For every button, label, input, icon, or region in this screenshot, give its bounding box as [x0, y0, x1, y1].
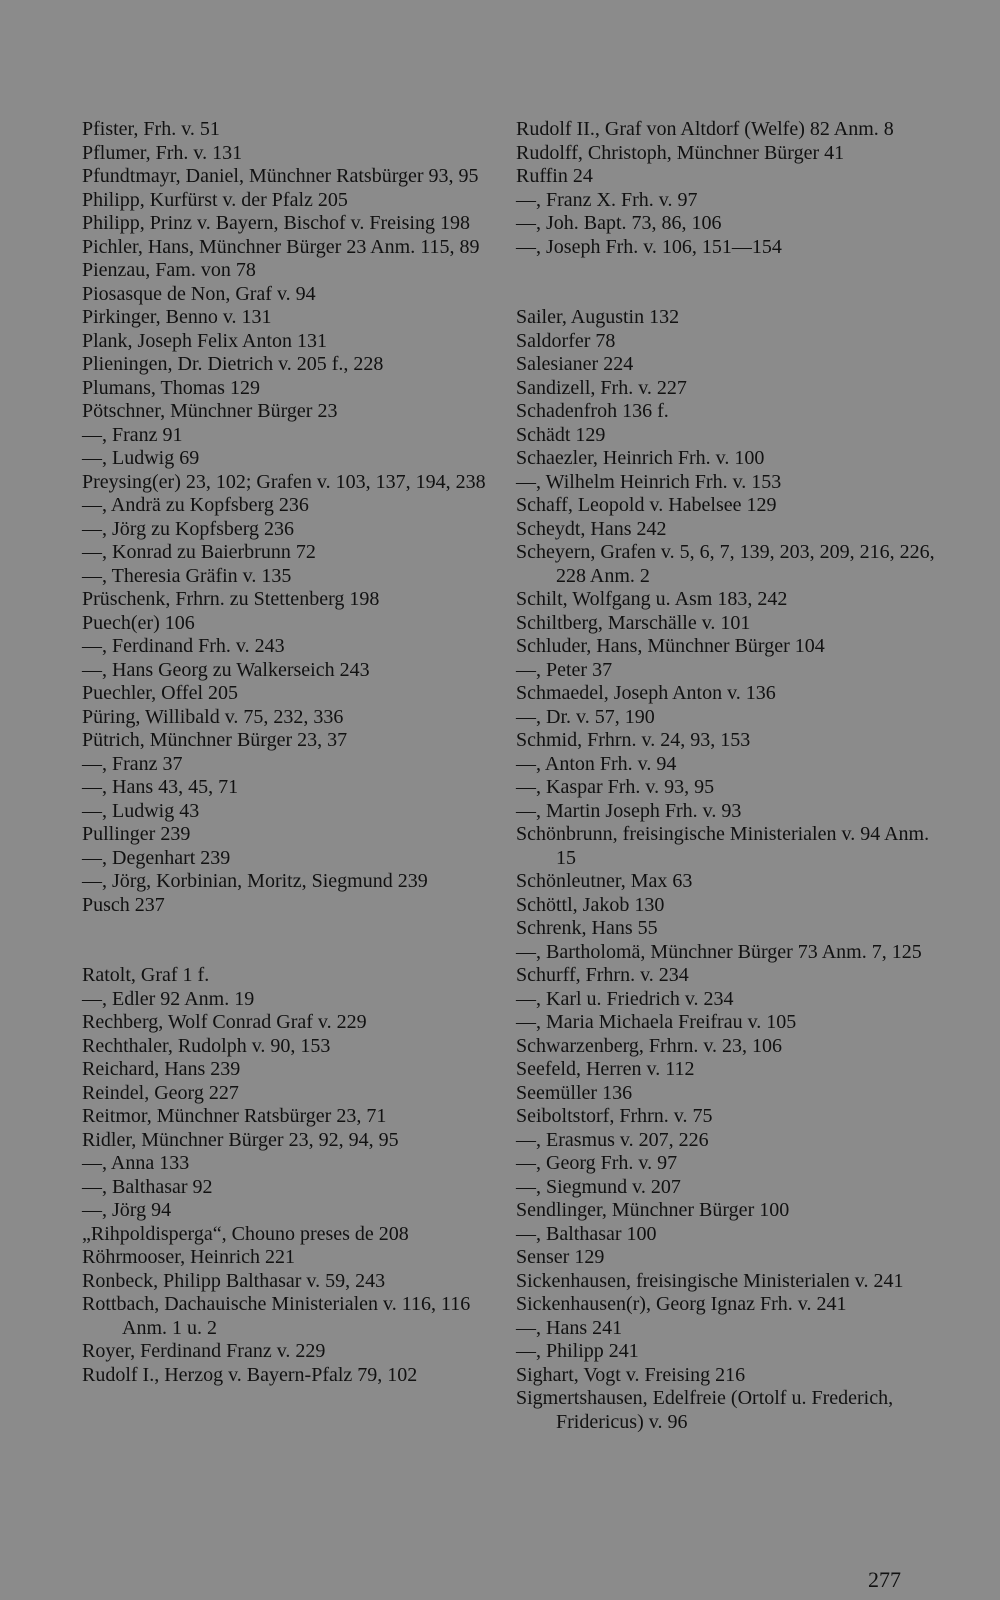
index-entry: Scheydt, Hans 242	[516, 517, 667, 540]
index-entry: Seemüller 136	[516, 1081, 633, 1104]
index-entry: Sigmertshausen, Edelfreie (Ortolf u. Frederich, Fridericus) v. 96	[516, 1387, 894, 1433]
index-entry: Reichard, Hans 239	[82, 1058, 241, 1080]
index-entry: Schädt 129	[516, 423, 606, 446]
index-entry: —, Jörg zu Kopfsberg 236	[82, 517, 295, 540]
index-entry: Schluder, Hans, Münchner Bürger 104	[516, 635, 825, 657]
index-entry: —, Ferdinand Frh. v. 243	[82, 635, 285, 657]
index-entry: „Rihpoldisperga“, Chouno preses de 208	[82, 1222, 409, 1245]
index-entry: Philipp, Kurfürst v. der Pfalz 205	[82, 188, 348, 211]
index-entry: —, Jörg, Korbinian, Moritz, Siegmund 239	[82, 870, 428, 892]
index-entry: —, Balthasar 92	[82, 1175, 213, 1198]
index-entry: Seefeld, Herren v. 112	[516, 1058, 695, 1080]
index-entry: Puechler, Offel 205	[82, 682, 239, 704]
index-entry: Schadenfroh 136 f.	[516, 400, 669, 422]
index-entry: —, Hans 241	[516, 1316, 623, 1339]
index-entry: —, Joh. Bapt. 73, 86, 106	[516, 212, 722, 234]
index-entry: —, Bartholomä, Münchner Bürger 73 Anm. 7, 125	[516, 940, 922, 963]
index-entry: —, Joseph Frh. v. 106, 151—154	[516, 235, 782, 258]
index-entry: Ronbeck, Philipp Balthasar v. 59, 243	[82, 1269, 386, 1292]
index-entry: Schurff, Frhrn. v. 234	[516, 964, 689, 986]
index-entry: Royer, Ferdinand Franz v. 229	[82, 1340, 326, 1362]
index-entry: Schaff, Leopold v. Habelsee 129	[516, 494, 777, 516]
index-entry: Schöttl, Jakob 130	[516, 893, 665, 916]
index-entry: —, Franz 37	[82, 752, 183, 775]
index-entry: —, Ludwig 43	[82, 799, 200, 822]
index-entry: Pötschner, Münchner Bürger 23	[82, 400, 338, 422]
index-entry: Scheyern, Grafen v. 5, 6, 7, 139, 203, 209, 216, 226, 228 Anm. 2	[516, 541, 935, 587]
index-entry: Pflumer, Frh. v. 131	[82, 141, 243, 164]
index-entry: —, Philipp 241	[516, 1340, 639, 1362]
index-entry: Pullinger 239	[82, 823, 191, 845]
index-entry: —, Erasmus v. 207, 226	[516, 1128, 709, 1151]
index-entry: Pusch 237	[82, 893, 165, 916]
index-entry: Sickenhausen, freisingische Ministerialen v. 241	[516, 1269, 904, 1292]
index-entry: —, Edler 92 Anm. 19	[82, 987, 255, 1010]
index-entry: Philipp, Prinz v. Bayern, Bischof v. Freising 198	[82, 212, 470, 234]
index-entry: Schilt, Wolfgang u. Asm 183, 242	[516, 588, 788, 610]
index-entry: —, Dr. v. 57, 190	[516, 705, 655, 728]
index-entry: Rechthaler, Rudolph v. 90, 153	[82, 1034, 331, 1057]
index-entry: —, Franz 91	[82, 423, 183, 446]
index-entry: Rudolff, Christoph, Münchner Bürger 41	[516, 141, 845, 164]
index-entry: —, Kaspar Frh. v. 93, 95	[516, 776, 715, 798]
index-entry: Senser 129	[516, 1246, 605, 1268]
index-entry: —, Andrä zu Kopfsberg 236	[82, 494, 309, 516]
index-entry: Ridler, Münchner Bürger 23, 92, 94, 95	[82, 1128, 399, 1151]
index-entry: Rottbach, Dachauische Ministerialen v. 116, 116 Anm. 1 u. 2	[82, 1293, 471, 1339]
index-entry: Schwarzenberg, Frhrn. v. 23, 106	[516, 1034, 783, 1057]
index-entry: Preysing(er) 23, 102; Grafen v. 103, 137, 194, 238	[82, 470, 486, 493]
index-entry: Sandizell, Frh. v. 227	[516, 376, 687, 399]
index-entry: Reitmor, Münchner Ratsbürger 23, 71	[82, 1105, 387, 1127]
index-group-p	[82, 118, 502, 917]
index-entry: Schönleutner, Max 63	[516, 870, 693, 892]
index-entry: Ruffin 24	[516, 165, 593, 187]
index-entry: Schrenk, Hans 55	[516, 917, 658, 939]
index-entry: Sighart, Vogt v. Freising 216	[516, 1363, 746, 1386]
index-entry: —, Wilhelm Heinrich Frh. v. 153	[516, 470, 782, 493]
index-entry: Pirkinger, Benno v. 131	[82, 306, 272, 328]
index-entry: Sickenhausen(r), Georg Ignaz Frh. v. 241	[516, 1293, 847, 1315]
index-entry: —, Karl u. Friedrich v. 234	[516, 987, 734, 1010]
index-entry: Salesianer 224	[516, 353, 634, 375]
index-entry: —, Siegmund v. 207	[516, 1175, 681, 1198]
group-separator	[82, 917, 502, 964]
index-entry: —, Konrad zu Baierbrunn 72	[82, 541, 316, 563]
index-entry: Plieningen, Dr. Dietrich v. 205 f., 228	[82, 353, 384, 375]
index-entry: Sendlinger, Münchner Bürger 100	[516, 1199, 790, 1221]
index-entry: Sailer, Augustin 132	[516, 306, 680, 328]
index-entry: Püring, Willibald v. 75, 232, 336	[82, 705, 344, 728]
index-entry: —, Peter 37	[516, 658, 613, 681]
index-entry: —, Franz X. Frh. v. 97	[516, 188, 698, 211]
index-entry: Schaezler, Heinrich Frh. v. 100	[516, 447, 765, 469]
group-separator	[516, 259, 946, 306]
index-column-right	[516, 118, 946, 1434]
index-entry: Pütrich, Münchner Bürger 23, 37	[82, 729, 348, 751]
index-entry: —, Hans 43, 45, 71	[82, 776, 239, 798]
index-entry: Pfister, Frh. v. 51	[82, 118, 220, 140]
index-entry: Plumans, Thomas 129	[82, 376, 260, 399]
index-entry: Prüschenk, Frhrn. zu Stettenberg 198	[82, 588, 380, 610]
index-entry: —, Anna 133	[82, 1152, 190, 1174]
index-entry: —, Hans Georg zu Walkerseich 243	[82, 658, 370, 681]
index-entry: —, Degenhart 239	[82, 846, 231, 869]
index-entry: —, Maria Michaela Freifrau v. 105	[516, 1011, 797, 1033]
index-entry: —, Martin Joseph Frh. v. 93	[516, 799, 742, 822]
index-entry: Schiltberg, Marschälle v. 101	[516, 611, 751, 634]
index-entry: Rudolf I., Herzog v. Bayern-Pfalz 79, 102	[82, 1363, 418, 1386]
index-entry: Schönbrunn, freisingische Ministerialen v. 94 Anm. 15	[516, 823, 930, 869]
index-entry: Rechberg, Wolf Conrad Graf v. 229	[82, 1011, 367, 1033]
index-entry: Puech(er) 106	[82, 611, 195, 634]
index-column-left	[82, 118, 502, 1387]
index-entry: —, Theresia Gräfin v. 135	[82, 564, 292, 587]
index-entry: Ratolt, Graf 1 f.	[82, 964, 210, 986]
index-entry: Seiboltstorf, Frhrn. v. 75	[516, 1105, 713, 1127]
index-entry: —, Jörg 94	[82, 1199, 172, 1221]
index-group-r	[82, 964, 502, 1387]
index-entry: Reindel, Georg 227	[82, 1081, 239, 1104]
index-entry: —, Anton Frh. v. 94	[516, 752, 677, 775]
index-entry: Plank, Joseph Felix Anton 131	[82, 329, 328, 352]
page-number: 277	[868, 1567, 901, 1592]
index-entry: —, Georg Frh. v. 97	[516, 1152, 678, 1174]
index-entry: Pfundtmayr, Daniel, Münchner Ratsbürger 93, 95	[82, 165, 479, 187]
index-entry: —, Balthasar 100	[516, 1222, 657, 1245]
index-entry: Rudolf II., Graf von Altdorf (Welfe) 82 Anm. 8	[516, 118, 894, 140]
index-entry: Saldorfer 78	[516, 329, 616, 352]
index-entry: Röhrmooser, Heinrich 221	[82, 1246, 296, 1268]
index-group-s	[516, 306, 946, 1434]
index-entry: Pienzau, Fam. von 78	[82, 259, 256, 281]
index-group-r-continued	[516, 118, 946, 259]
index-entry: Schmid, Frhrn. v. 24, 93, 153	[516, 729, 751, 751]
index-entry: Piosasque de Non, Graf v. 94	[82, 282, 316, 305]
index-entry: Pichler, Hans, Münchner Bürger 23 Anm. 115, 89	[82, 235, 480, 258]
index-entry: —, Ludwig 69	[82, 447, 200, 469]
index-entry: Schmaedel, Joseph Anton v. 136	[516, 682, 776, 704]
